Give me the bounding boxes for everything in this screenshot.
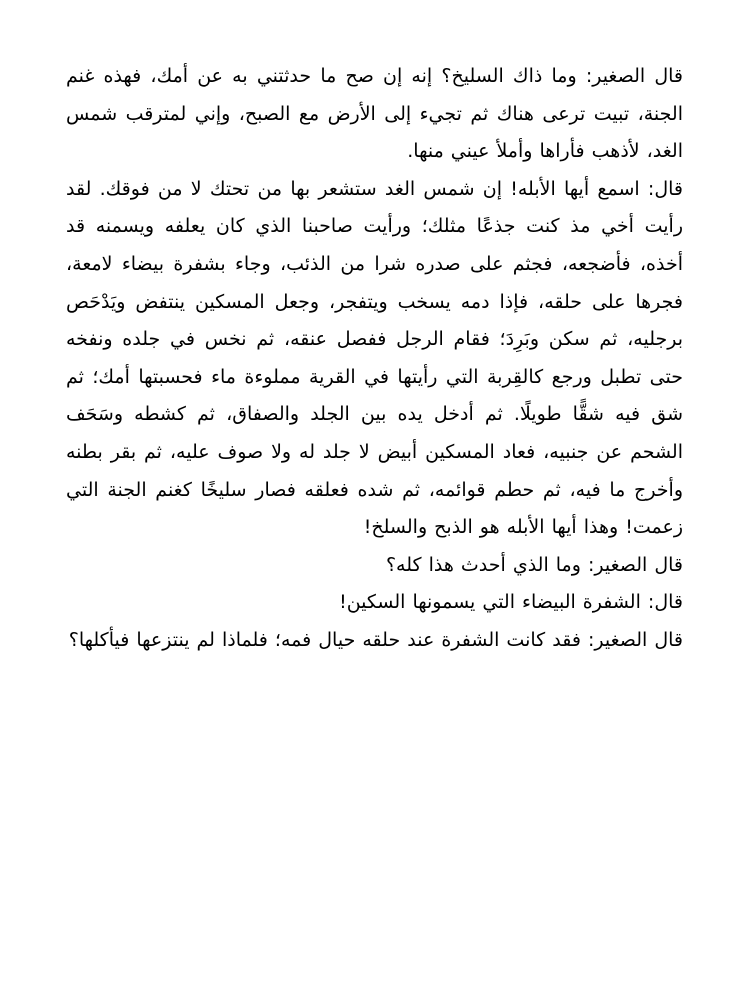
paragraph: قال الصغير: فقد كانت الشفرة عند حلقه حيال فمه؛ فلماذا لم ينتزعها فيأكلها؟ (68, 628, 683, 651)
paragraph: قال: اسمع أيها الأبله! إن شمس الغد ستشعر بها من تحتك لا من فوقك. لقد رأيت أخي مذ كنت جذعًا مثلك؛ ورأيت صاحبنا الذي كان يعلفه ويسمنه قد أخذه، فأضجعه، فجثم على صدره شرا من الذئب، وجاء بشفرة بيضاء لامعة، فجرها على حلقه، فإذا دمه يسخب ويتفجر، وجعل المسكين ينتفض ويَدْحَص برجليه، ثم سكن وبَرِدَ؛ فقام الرجل ففصل عنقه، ثم نخس في جلده ونفخه حتى تطبل ورجع كالقِربة التي رأيتها في القرية مملوءة ماء فحسبتها أمك؛ ثم شق فيه شقًّا طويلًا. ثم أدخل يده بين الجلد والصفاق، ثم كشطه وسَحَف الشحم عن جنبيه، فعاد المسكين أبيض لا جلد له ولا صوف عليه، ثم بقر بطنه وأخرج ما فيه، ثم حطم قوائمه، ثم شده فعلقه فصار سليخًا كغنم الجنة التي زعمت! وهذا أيها الأبله هو الذبح والسلخ! (66, 177, 683, 539)
paragraph: قال الصغير: وما ذاك السليخ؟ إنه إن صح ما حدثتني به عن أمك، فهذه غنم الجنة، تبيت ترعى هناك ثم تجيء إلى الأرض مع الصبح، وإني لمترقب شمس الغد، لأذهب فأراها وأملأ عيني منها. (66, 65, 683, 163)
paragraph: قال الصغير: وما الذي أحدث هذا كله؟ (385, 553, 683, 576)
document-page (66, 58, 683, 660)
paragraph: قال: الشفرة البيضاء التي يسمونها السكين! (339, 591, 683, 614)
